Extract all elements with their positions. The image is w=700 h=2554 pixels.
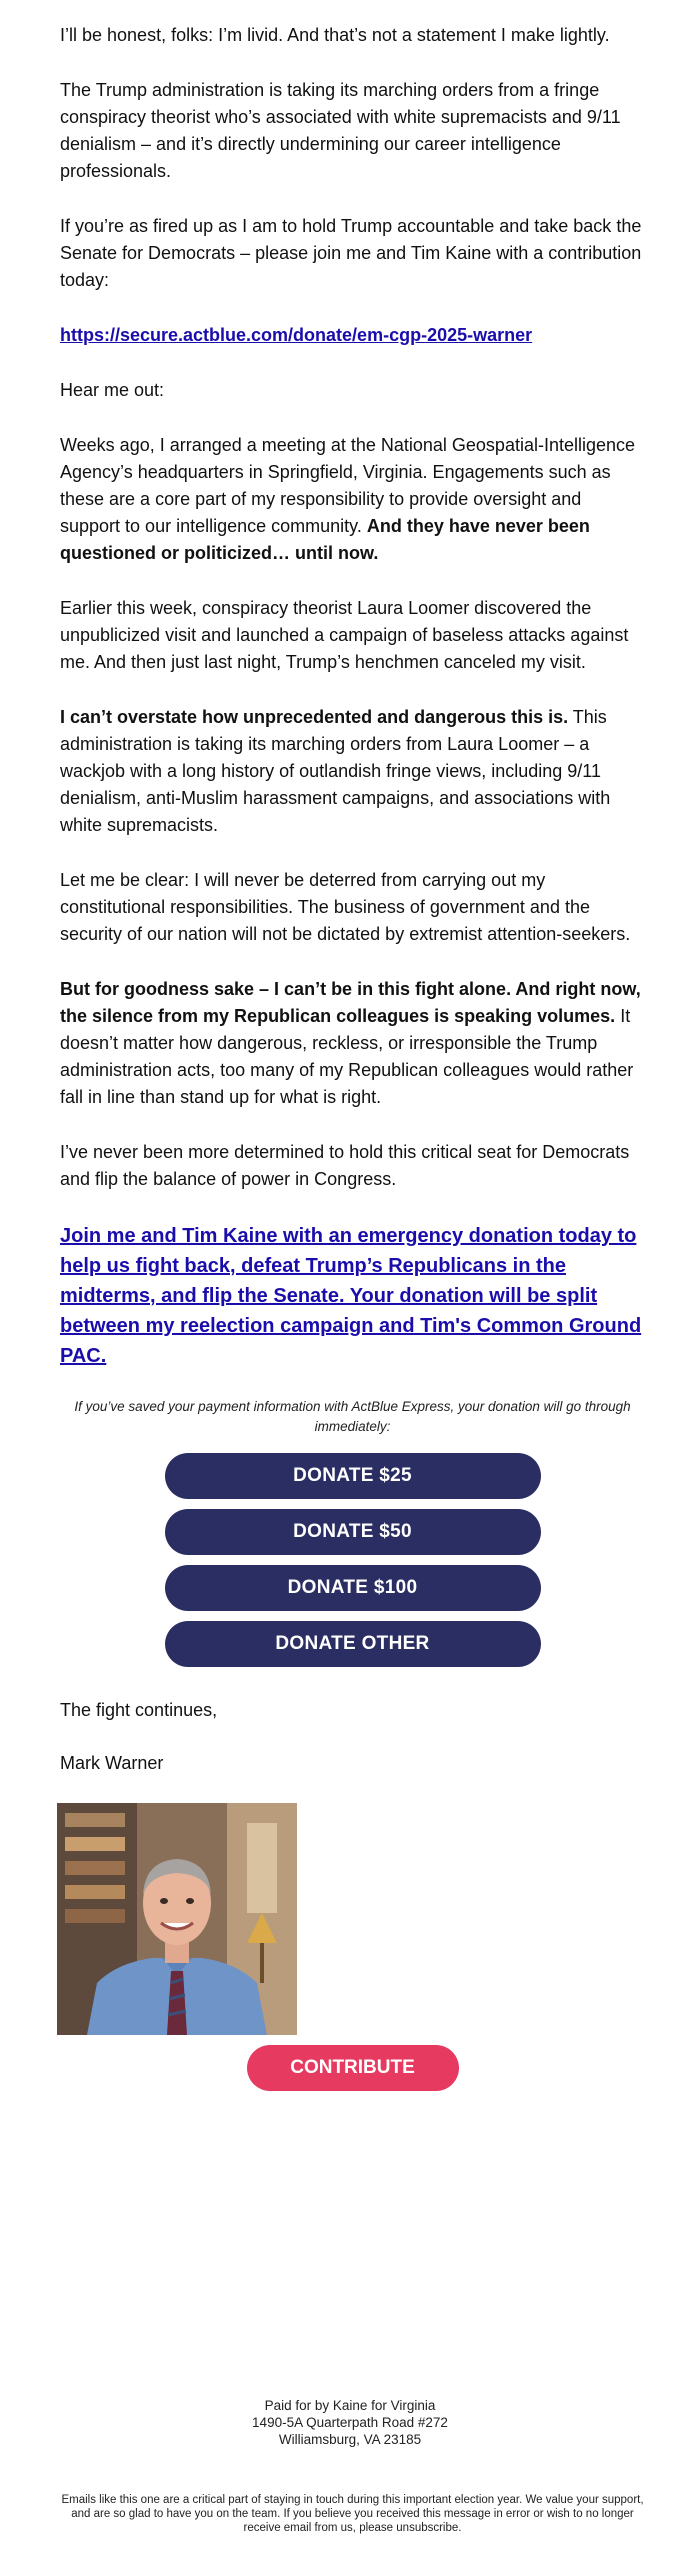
silence-bold-text: But for goodness sake – I can’t be in this fight alone. And right now, the silence from my Republican colleagues is speaking volumes. <box>60 979 641 1026</box>
candidate-photo <box>57 1803 297 2035</box>
paragraph-unprecedented <box>60 704 645 839</box>
emergency-donation-paragraph <box>60 1221 645 1371</box>
paragraph-determined: I’ve never been more determined to hold this critical seat for Democrats and flip the balance of power in Congress. <box>60 1142 630 1189</box>
unsubscribe-note: Emails like this one are a critical part of staying in touch during this important election year. We value your support, and are so glad to have you on the team. If you believe you received this message in error or wish to no longer receive email from us, please unsubscribe. <box>61 2494 644 2534</box>
donate-25-button[interactable]: DONATE $25 <box>165 1453 541 1499</box>
donate-other-button[interactable]: DONATE OTHER <box>165 1621 541 1667</box>
emergency-donation-link[interactable]: Join me and Tim Kaine with an emergency donation today to help us fight back, defeat Trump’s Republicans in the midterms, and flip the Senate. Your donation will be split between my reelection campaign and Tim's Common Ground PAC. <box>60 1225 642 1367</box>
address-line-1: 1490-5A Quarterpath Road #272 <box>252 2415 448 2430</box>
paragraph-meeting <box>60 432 645 567</box>
paragraph-be-clear: Let me be clear: I will never be deterred from carrying out my constitutional responsibilities. The business of government and the security of our nation will not be dictated by extremist attention-seekers. <box>60 870 631 944</box>
donate-link-paragraph <box>60 322 645 349</box>
donate-link[interactable]: https://secure.actblue.com/donate/em-cgp-2025-warner <box>60 325 533 345</box>
paragraph-hear-me-out: Hear me out: <box>60 380 165 400</box>
paid-for-disclaimer <box>0 2397 700 2448</box>
unprecedented-text: This administration is taking its marching orders from Laura Loomer – a wackjob with a long history of outlandish fringe views, including 9/11 denialism, anti-Muslim harassment campaigns, and associations with white supremacists. <box>60 707 611 835</box>
paid-for-line: Paid for by Kaine for Virginia <box>264 2398 436 2413</box>
silence-text: It doesn’t matter how dangerous, reckless, or irresponsible the Trump administration acts, too many of my Republican colleagues would rather fall in line than stand up for what is right. <box>60 1006 634 1107</box>
paragraph-loomer: Earlier this week, conspiracy theorist Laura Loomer discovered the unpublicized visit and launched a campaign of baseless attacks against me. And then just last night, Trump’s henchmen canceled my visit. <box>60 598 629 672</box>
meeting-bold-text: And they have never been questioned or politicized… until now. <box>60 516 590 563</box>
unprecedented-bold-text: I can’t overstate how unprecedented and dangerous this is. <box>60 707 569 727</box>
address-line-2: Williamsburg, VA 23185 <box>278 2432 422 2447</box>
actblue-express-note: If you’ve saved your payment information with ActBlue Express, your donation will go through immediately: <box>74 1399 631 1434</box>
donate-button-group <box>60 1453 645 1667</box>
meeting-text: Weeks ago, I arranged a meeting at the National Geospatial-Intelligence Agency’s headquarters in Springfield, Virginia. Engagements such as these are a core part of my responsibility to provide oversight and support to our intelligence community. <box>60 435 636 536</box>
closing-line: The fight continues, <box>60 1700 218 1720</box>
donate-100-button[interactable]: DONATE $100 <box>165 1565 541 1611</box>
paragraph-silence <box>60 976 645 1111</box>
paragraph-intro: I’ll be honest, folks: I’m livid. And that’s not a statement I make lightly. <box>60 25 610 45</box>
contribute-button[interactable]: CONTRIBUTE <box>247 2045 459 2091</box>
paragraph-call-to-action: If you’re as fired up as I am to hold Trump accountable and take back the Senate for Democrats – please join me and Tim Kaine with a contribution today: <box>60 216 642 290</box>
signature-name: Mark Warner <box>60 1753 164 1773</box>
donate-50-button[interactable]: DONATE $50 <box>165 1509 541 1555</box>
contribute-wrap <box>60 2045 645 2091</box>
paragraph-administration: The Trump administration is taking its marching orders from a fringe conspiracy theorist who’s associated with white supremacists and 9/11 denialism – and it’s directly undermining our career intelligence professionals. <box>60 80 621 181</box>
email-body <box>60 22 645 2091</box>
